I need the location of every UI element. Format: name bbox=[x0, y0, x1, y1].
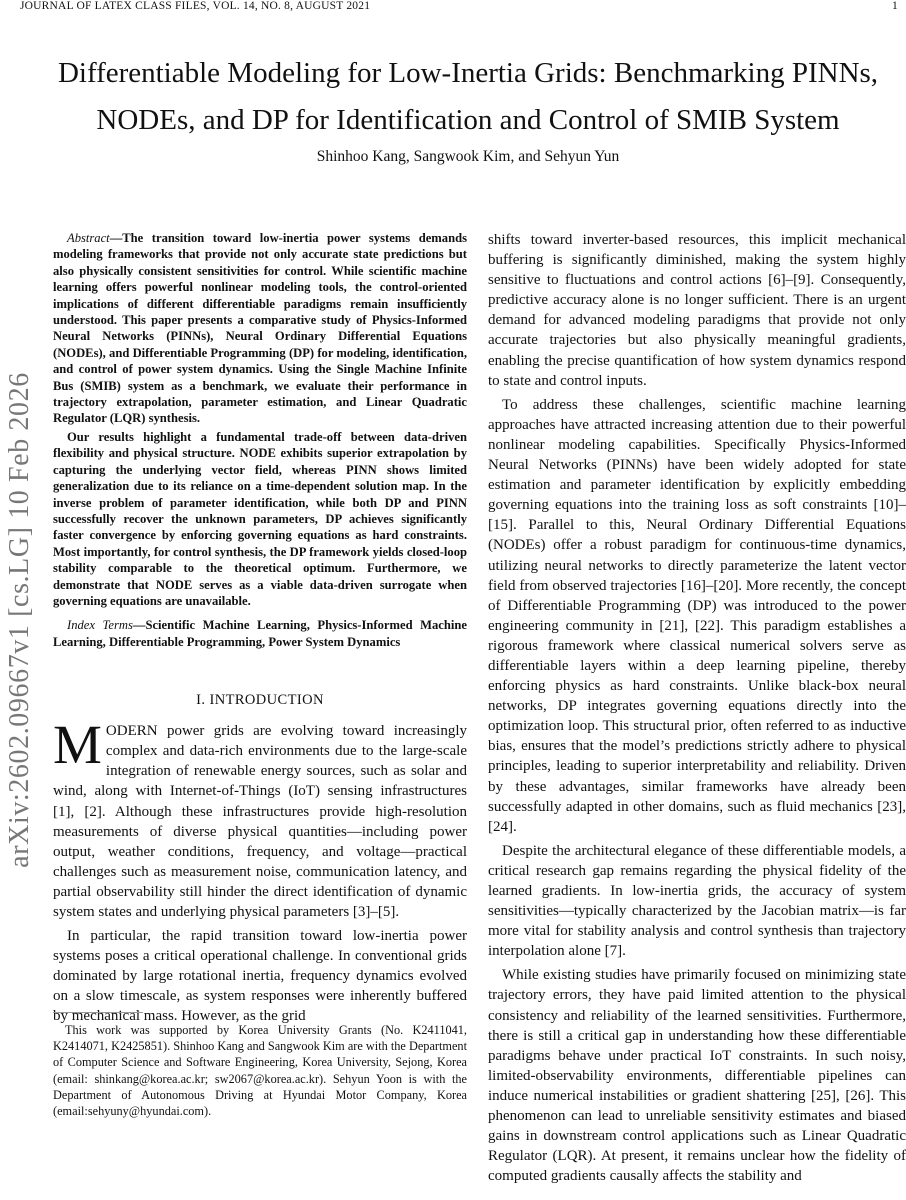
section-title-initial: I bbox=[209, 692, 215, 709]
intro-text-1: power grids are evolving toward increasingly complex and data-rich environments due to the large-scale integration of renewable energy sources, such as solar and wind, along with Internet-of-Things (IoT) sensing infrastructures [1], [2]. Although these infrastructures provide high-resolution measurements of diverse physical quantities—including power output, weather conditions, frequency, and voltage—practical challenges such as measurement noise, communication latency, and partial observability still hinder the direct identification of dynamic system states and underlying physical parameters [3]–[5]. bbox=[53, 723, 467, 920]
introduction-body bbox=[53, 714, 467, 1026]
abstract bbox=[53, 230, 467, 609]
index-terms-label: Index Terms bbox=[67, 618, 133, 633]
running-header bbox=[20, 0, 898, 18]
right-column bbox=[488, 230, 906, 1190]
right-paragraph-2: To address these challenges, scientific machine learning approaches have attracted increasing attention due to their powerful nonlinear modeling capabilities. Specifically Physics-Informed Neural Networks (PINNs) have been widely adopted for state estimation and parameter identification by explicitly embedding governing equations into the training loss as soft constraints [10]–[15]. Parallel to this, Neural Ordinary Differential Equations (NODEs) offer a robust paradigm for continuous-time dynamics, utilizing neural networks to directly parameterize the latent vector field from observed trajectories [16]–[20]. More recently, the concept of Differentiable Programming (DP) was introduced to the power engineering community in [21], [22]. This paradigm establishes a rigorous framework where classical numerical solvers serve as differentiable layers within a deep learning pipeline, thereby enforcing physics as hard constraints. Unlike black-box neural networks, DP integrates governing equations directly into the optimization loop. This structural prior, often referred to as inductive bias, ensures that the model’s predictions strictly adhere to physical principles, leading to superior interpretability and reliability. Driven by these advantages, similar frameworks have already been successfully adapted in other domains, such as fluid mechanics [23], [24]. bbox=[488, 396, 906, 835]
abstract-text-1: The transition toward low-inertia power systems demands modeling frameworks that provide not only accurate state predictions but also physically consistent sensitivities for control. While scientific machine learning offers powerful nonlinear modeling tools, the control-oriented implications of different differentiable paradigms remain insufficiently understood. This paper presents a comparative study of Physics-Informed Neural Networks (PINNs), Neural Ordinary Differential Equations (NODEs), and Differentiable Programming (DP) for modeling, identification, and control of power system dynamics. Using the Single Machine Infinite Bus (SMIB) system as a benchmark, we evaluate their performance in trajectory extrapolation, parameter estimation, and Linear Quadratic Regulator (LQR) synthesis. bbox=[53, 231, 467, 426]
abstract-paragraph-1: Abstract—The transition toward low-inertia power systems demands modeling frameworks that provide not only accurate state predictions but also physically consistent sensitivities for control. While scientific machine learning offers powerful nonlinear modeling tools, the control-oriented implications of different differentiable paradigms remain insufficiently understood. This paper presents a comparative study of Physics-Informed Neural Networks (PINNs), Neural Ordinary Differential Equations (NODEs), and Differentiable Programming (DP) for modeling, identification, and control of power system dynamics. Using the Single Machine Infinite Bus (SMIB) system as a benchmark, we evaluate their performance in trajectory extrapolation, parameter estimation, and Linear Quadratic Regulator (LQR) synthesis. bbox=[53, 231, 467, 426]
drop-cap: M bbox=[53, 714, 102, 776]
left-column bbox=[53, 230, 467, 1031]
section-title-rest: NTRODUCTION bbox=[214, 692, 324, 709]
footnote-rule bbox=[53, 1012, 143, 1013]
drop-cap-word-rest: ODERN bbox=[105, 723, 158, 740]
arxiv-sidebar bbox=[0, 320, 40, 920]
section-numeral: I. bbox=[196, 692, 206, 709]
right-paragraph-3: Despite the architectural elegance of these differentiable models, a critical research gap remains regarding the physical fidelity of the learned gradients. In low-inertia grids, the accuracy of system sensitivities—typically characterized by the Jacobian matrix—is far more vital for stability analysis and control synthesis than trajectory interpolation alone [7]. bbox=[488, 842, 906, 960]
title-line-2: NODEs, and DP for Identification and Control of SMIB System bbox=[96, 104, 840, 136]
right-paragraph-4: While existing studies have primarily focused on minimizing state trajectory errors, they have paid limited attention to the physical consistency and reliability of the learned sensitivities. Furthermore, there is still a critical gap in understanding how these differentiable paradigms behave under practical IoT constraints. In such noisy, limited-observability environments, differentiable pipelines can induce numerical instabilities or gradient shattering [25], [26]. This phenomenon can lead to unreliable sensitivity estimates and biased gains in downstream control applications such as Linear Quadratic Regulator (LQR). At present, it remains unclear how the fidelity of computed gradients causally affects the stability and bbox=[488, 967, 906, 1185]
index-terms-text: Scientific Machine Learning, Physics-Informed Machine Learning, Differentiable Programming, Power System Dynamics bbox=[53, 618, 467, 649]
abstract-label: Abstract bbox=[67, 231, 110, 245]
paper-title bbox=[40, 50, 896, 144]
intro-paragraph-2: In particular, the rapid transition toward low-inertia power systems poses a critical operational challenge. In conventional grids dominated by large rotational inertia, frequency dynamics evolved on a slow timescale, as system responses were inherently buffered by mechanical mass. However, as the grid bbox=[53, 928, 467, 1025]
author-list: Shinhoo Kang, Sangwook Kim, and Sehyun Yun bbox=[316, 148, 620, 165]
index-terms: Index Terms—Scientific Machine Learning, Physics-Informed Machine Learning, Differentiable Programming, Power System Dynamics bbox=[53, 618, 467, 649]
funding-footnote: This work was supported by Korea University Grants (No. K2411041, K2414071, K2425851). Shinhoo Kang and Sangwook Kim are with the Department of Computer Science and Software Engineering, Korea University, Sejong, Korea (email: shinkang@korea.ac.kr; sw2067@korea.ac.kr). Sehyun Yoon is with the Department of Autonomous Driving at Hyundai Motor Company, Korea (email:sehyuny@hyundai.com). bbox=[53, 1023, 467, 1119]
journal-header: JOURNAL OF LATEX CLASS FILES, VOL. 14, NO. 8, AUGUST 2021 bbox=[20, 0, 371, 12]
page-number: 1 bbox=[892, 0, 898, 12]
right-paragraph-1: shifts toward inverter-based resources, this implicit mechanical buffering is significantly diminished, making the system highly sensitive to fluctuations and control actions [6]–[9]. Consequently, predictive accuracy alone is no longer sufficient. There is an urgent demand for advanced modeling paradigms that provide not only accurate trajectories but also physically meaningful gradients, enabling the precise quantification of how system dynamics respond to state and control inputs. bbox=[488, 232, 906, 389]
title-line-1: Differentiable Modeling for Low-Inertia Grids: Benchmarking PINNs, bbox=[57, 57, 879, 89]
intro-paragraph-1 bbox=[53, 714, 467, 922]
section-heading-introduction bbox=[53, 692, 467, 709]
abstract-paragraph-2: Our results highlight a fundamental trade-off between data-driven flexibility and physical structure. NODE exhibits superior extrapolation by capturing the underlying vector field, whereas PINN shows limited generalization due to its reliance on a time-dependent solution map. In the inverse problem of parameter identification, while both DP and PINN successfully recover the unknown parameters, DP achieves significantly faster convergence by enforcing governing equations as hard constraints. Most importantly, for control synthesis, the DP framework yields closed-loop stability comparable to the theoretical optimum. Furthermore, we demonstrate that NODE serves as a viable data-driven surrogate when governing equations are unavailable. bbox=[53, 429, 467, 608]
arxiv-identifier: arXiv:2602.09667v1 [cs.LG] 10 Feb 2026 bbox=[4, 372, 35, 868]
